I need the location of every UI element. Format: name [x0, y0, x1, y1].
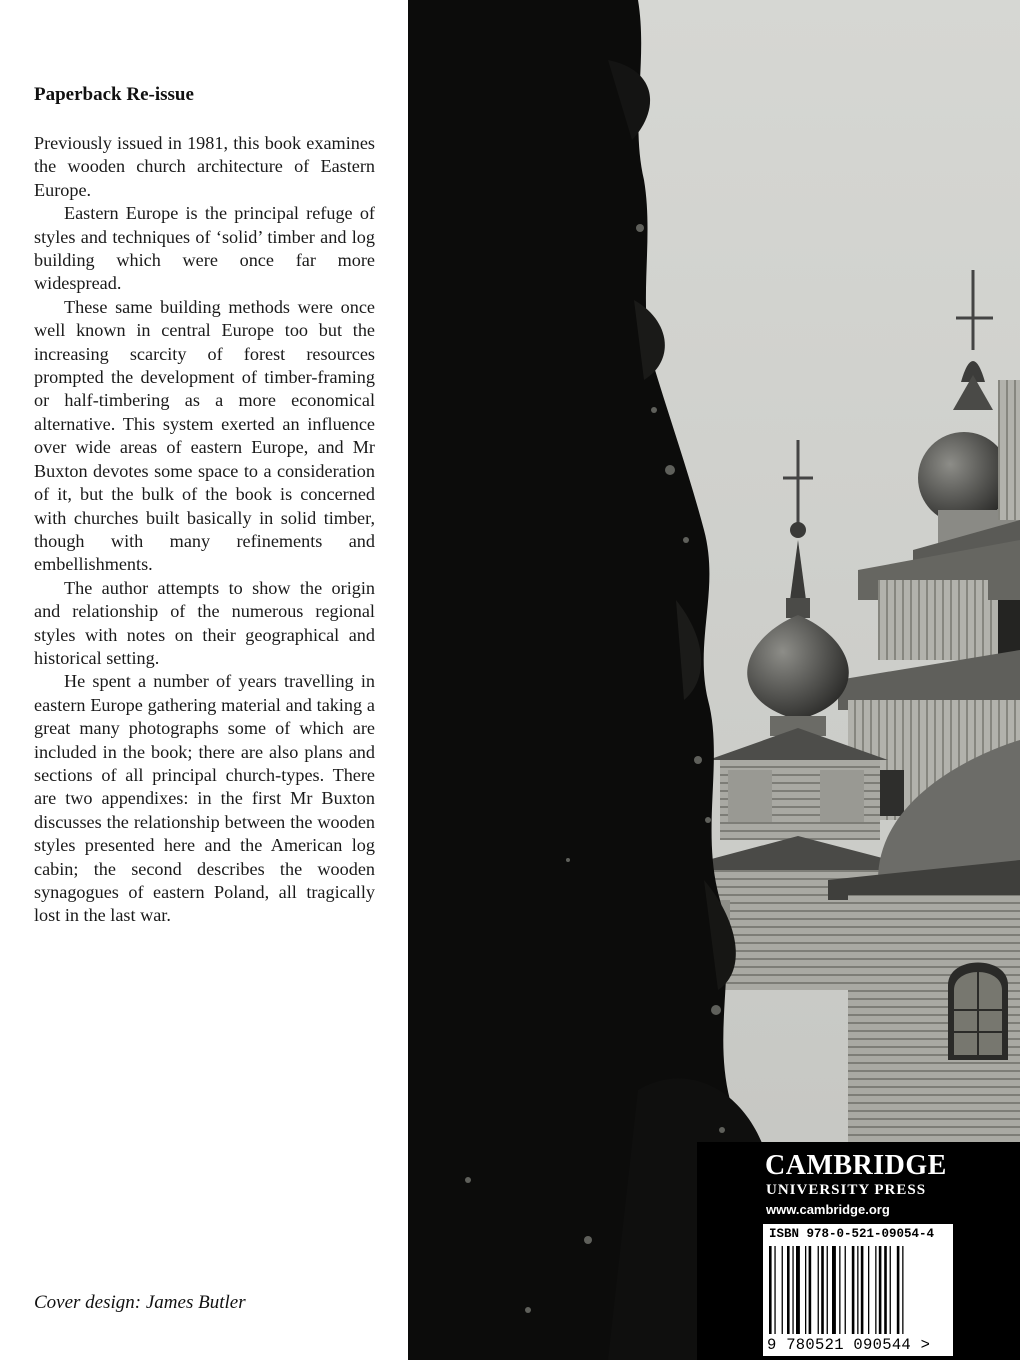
description-paragraph: Previously issued in 1981, this book examines the wooden church architecture of Eastern Europe. — [34, 133, 375, 200]
barcode-bar — [879, 1246, 882, 1334]
barcode — [767, 1246, 949, 1336]
reissue-heading: Paperback Re-issue — [34, 84, 194, 105]
barcode-bar — [868, 1246, 869, 1334]
barcode-bar — [821, 1246, 824, 1334]
barcode-digits: 9 780521 090544 > — [767, 1336, 931, 1354]
barcode-bar — [852, 1246, 855, 1334]
back-cover-text-column — [0, 0, 408, 1360]
barcode-bar — [792, 1246, 793, 1334]
barcode-bar — [875, 1246, 876, 1334]
barcode-bar — [774, 1246, 775, 1334]
barcode-bar — [818, 1246, 819, 1334]
barcode-bar — [827, 1246, 828, 1334]
barcode-bar — [809, 1246, 812, 1334]
barcode-bar — [769, 1246, 772, 1334]
barcode-bar — [857, 1246, 858, 1334]
barcode-bar — [805, 1246, 806, 1334]
publisher-subtitle: UNIVERSITY PRESS — [766, 1182, 927, 1198]
book-description — [34, 132, 375, 928]
publisher-block — [697, 1142, 1020, 1360]
barcode-bar — [902, 1246, 903, 1334]
cover-design-credit: Cover design: James Butler — [34, 1292, 246, 1313]
description-paragraph: He spent a number of years travelling in eastern Europe gathering material and taking a great many photographs some of which are included in the book; there are also plans and sections of all principal church-types. There are two appendixes: in the first Mr Buxton discusses the relationship between the wooden styles presented here and the American log cabin; the second describes the wooden synagogues of eastern Poland, all tragically lost in the last war. — [34, 671, 375, 926]
description-paragraph: The author attempts to show the origin and relationship of the numerous regional styles with notes on their geographical and historical setting. — [34, 577, 375, 668]
barcode-bar — [861, 1246, 864, 1334]
publisher-url: www.cambridge.org — [766, 1202, 890, 1217]
barcode-box — [763, 1224, 953, 1356]
barcode-bar — [832, 1246, 836, 1334]
barcode-bar — [890, 1246, 891, 1334]
barcode-bar — [839, 1246, 840, 1334]
isbn-number: ISBN 978-0-521-09054-4 — [769, 1227, 935, 1241]
barcode-bar — [782, 1246, 783, 1334]
barcode-bar — [796, 1246, 800, 1334]
description-paragraph: These same building methods were once well known in central Europe too but the increasing scarcity of forest resources prompted the development of timber-framing or half-timbering as a more economical alternative. This system exerted an influence over wide areas of eastern Europe, and Mr Buxton devotes some space to a consideration of it, but the bulk of the book is concerned with churches built basically in solid timber, though with many refinements and embellishments. — [34, 296, 375, 575]
barcode-bar — [884, 1246, 887, 1334]
barcode-bar — [897, 1246, 900, 1334]
publisher-name: CAMBRIDGE — [765, 1150, 947, 1181]
barcode-bar — [845, 1246, 846, 1334]
description-paragraph: Eastern Europe is the principal refuge of styles and techniques of ‘solid’ timber and log building which were once far more widespread. — [34, 203, 375, 294]
barcode-bar — [787, 1246, 790, 1334]
